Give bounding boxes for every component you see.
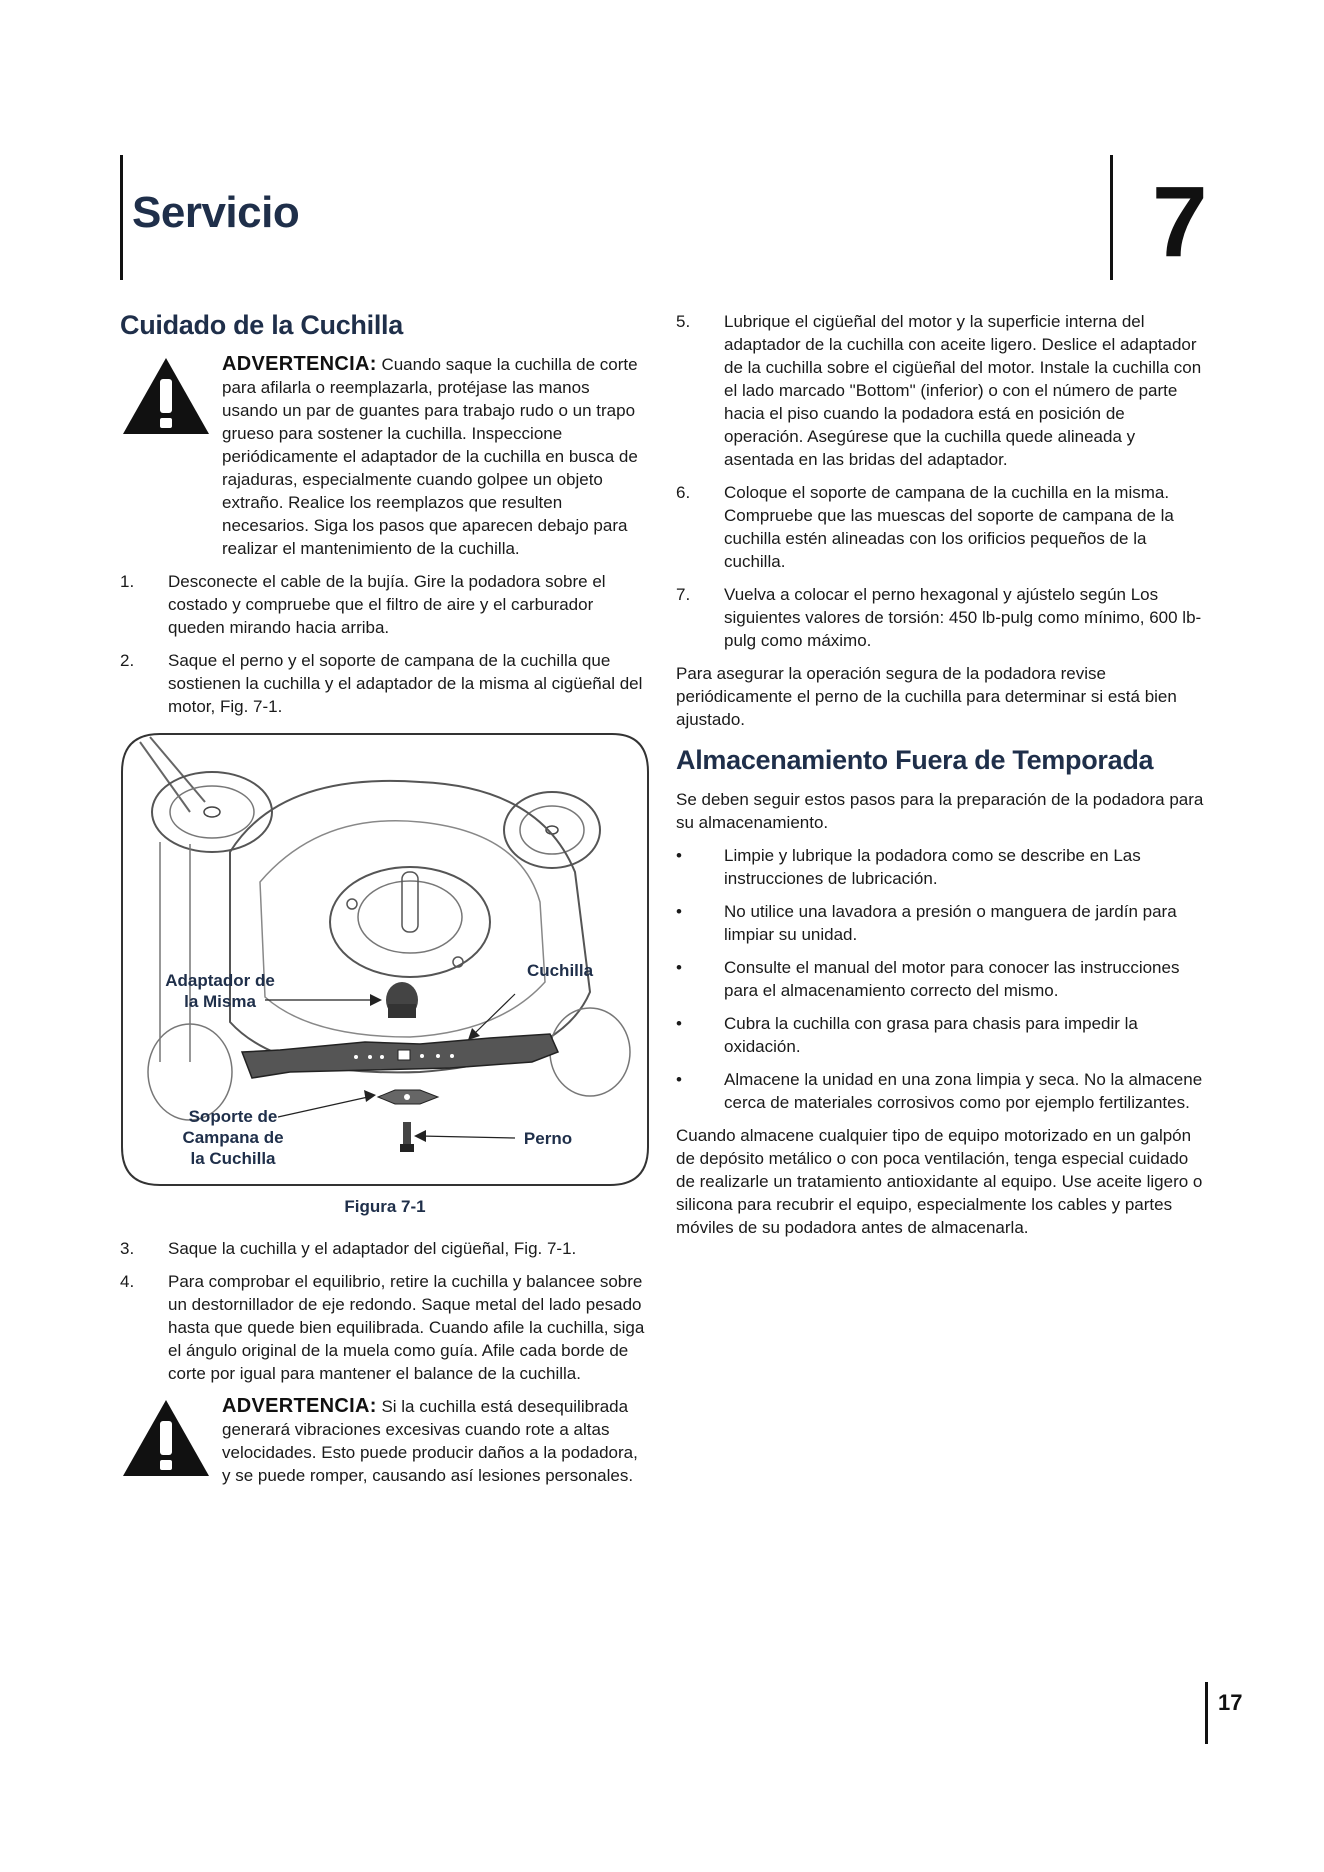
- step-text: Para comprobar el equilibrio, retire la cuchilla y balancee sobre un destornillador de eje redondo. Saque metal del lado pesado hasta que quede bien equilibrada. Cuando afile la cuchilla, siga el ángulo original de la muela como guía. Afile cada borde de corte por igual para mantener el balance de la cuchilla.: [168, 1272, 645, 1383]
- figure-caption: Figura 7-1: [344, 1197, 426, 1216]
- label-blade: Cuchilla: [526, 961, 594, 980]
- step-text: Saque la cuchilla y el adaptador del cigüeñal, Fig. 7-1.: [168, 1239, 577, 1258]
- label-bell-support: Soporte de Campana de la Cuchilla: [182, 1107, 284, 1168]
- step-number: 1.: [120, 572, 135, 591]
- warning-label: ADVERTENCIA:: [222, 1395, 377, 1417]
- bullet-item: • Almacene la unidad en una zona limpia y seca. No la almacene cerca de materiales corrosivos como por ejemplo fertilizantes.: [676, 1070, 1203, 1112]
- step-text: Desconecte el cable de la bujía. Gire la podadora sobre el costado y compruebe que el filtro de aire y el carburador queden mirando hacia arriba.: [168, 572, 606, 637]
- page-title: Servicio: [132, 188, 300, 237]
- step-number: 4.: [120, 1272, 135, 1291]
- section-title-blade-care: Cuidado de la Cuchilla: [120, 310, 403, 340]
- step-number: 3.: [120, 1239, 135, 1258]
- bullet-item: • Consulte el manual del motor para conocer las instrucciones para el almacenamiento correcto del mismo.: [676, 958, 1180, 1000]
- step-number: 2.: [120, 651, 135, 670]
- bullet-item: • Cubra la cuchilla con grasa para chasis para impedir la oxidación.: [676, 1014, 1138, 1056]
- label-blade-adapter: Adaptador de la Misma: [165, 971, 275, 1011]
- warning-text: Cuando saque la cuchilla de corte para afilarla o reemplazarla, protéjase las manos usando un par de guantes para trabajo rudo o un trapo grueso para sostener la cuchilla. Inspeccione periódicamente el adaptador de la cuchilla en busca de rajaduras, especialmente cuando golpee un objeto extraño. Realice los reemplazos que resulten necesarios. Siga los pasos que aparecen debajo para realizar el mantenimiento de la cuchilla.: [222, 355, 638, 558]
- step-text: Saque el perno y el soporte de campana de la cuchilla que sostienen la cuchilla y el adaptador de la misma al cigüeñal del motor, Fig. 7-1.: [168, 651, 643, 716]
- bullet-item: • Limpie y lubrique la podadora como se describe en Las instrucciones de lubricación.: [676, 846, 1141, 888]
- step-number: 6.: [676, 483, 691, 502]
- label-bolt: Perno: [523, 1129, 573, 1148]
- page-number-rule: [1205, 1682, 1208, 1744]
- paragraph-storage-metal: Cuando almacene cualquier tipo de equipo motorizado en un galpón de depósito metálico o con poca ventilación, tenga especial cuidado de realizarle un tratamiento antioxidante al equipo. Use aceite ligero o silicona para recubrir el equipo, especialmente los cables y partes móviles de su podadora antes de almacenarla.: [676, 1126, 1203, 1237]
- step-number: 5.: [676, 312, 691, 331]
- warning-block-1: [120, 353, 650, 560]
- bullet-item: • No utilice una lavadora a presión o manguera de jardín para limpiar su unidad.: [676, 902, 1177, 944]
- section-title-storage: Almacenamiento Fuera de Temporada: [676, 745, 1154, 775]
- step-item: [120, 1237, 650, 1260]
- step-number: 7.: [676, 585, 691, 604]
- step-text: Lubrique el cigüeñal del motor y la superficie interna del adaptador de la cuchilla con aceite ligero. Deslice el adaptador de la cuchilla sobre el cigüeñal del motor. Instale la cuchilla con el lado marcado "Bottom" (inferior) o con el número de parte hacia el piso cuando la podadora está en posición de operación. Asegúrese que la cuchilla quede alineada y asentada en las bridas del adaptador.: [724, 312, 1202, 469]
- step-item: [676, 481, 1206, 573]
- storage-bullets: [676, 844, 1206, 1114]
- step-item: [676, 310, 1206, 471]
- step-item: [120, 649, 650, 718]
- paragraph-storage-intro: Se deben seguir estos pasos para la preparación de la podadora para su almacenamiento.: [676, 790, 1204, 832]
- chapter-number: 7: [1152, 166, 1208, 278]
- steps-list-c: [676, 310, 1206, 652]
- header-rule-left: [120, 155, 123, 280]
- step-item: [120, 1270, 650, 1385]
- warning-triangle-icon: [120, 355, 212, 437]
- step-item: [120, 570, 650, 639]
- step-text: Coloque el soporte de campana de la cuchilla en la misma. Compruebe que las muescas del soporte de campana de la cuchilla estén alineadas con los orificios pequeños de la cuchilla.: [724, 483, 1174, 571]
- left-column: [120, 310, 650, 1497]
- steps-list-a: [120, 570, 650, 718]
- steps-list-b: [120, 1237, 650, 1385]
- paragraph-bolt-check: Para asegurar la operación segura de la podadora revise periódicamente el perno de la cuchilla para determinar si está bien ajustado.: [676, 664, 1177, 729]
- warning-label: ADVERTENCIA:: [222, 353, 377, 375]
- page-number: 17: [1218, 1690, 1243, 1715]
- warning-text: Si la cuchilla está desequilibrada generará vibraciones excesivas cuando rote a altas velocidades. Esto puede producir daños a la podadora, y se puede romper, causando así lesiones personales.: [222, 1397, 638, 1485]
- warning-block-2: [120, 1395, 650, 1487]
- figure-7-1: [120, 732, 650, 1187]
- header-rule-right: [1110, 155, 1113, 280]
- step-text: Vuelva a colocar el perno hexagonal y ajústelo según Los siguientes valores de torsión: 450 lb-pulg como mínimo, 600 lb-pulg como máximo.: [724, 585, 1202, 650]
- warning-triangle-icon: [120, 1397, 212, 1479]
- right-column: [676, 310, 1206, 1249]
- step-item: [676, 583, 1206, 652]
